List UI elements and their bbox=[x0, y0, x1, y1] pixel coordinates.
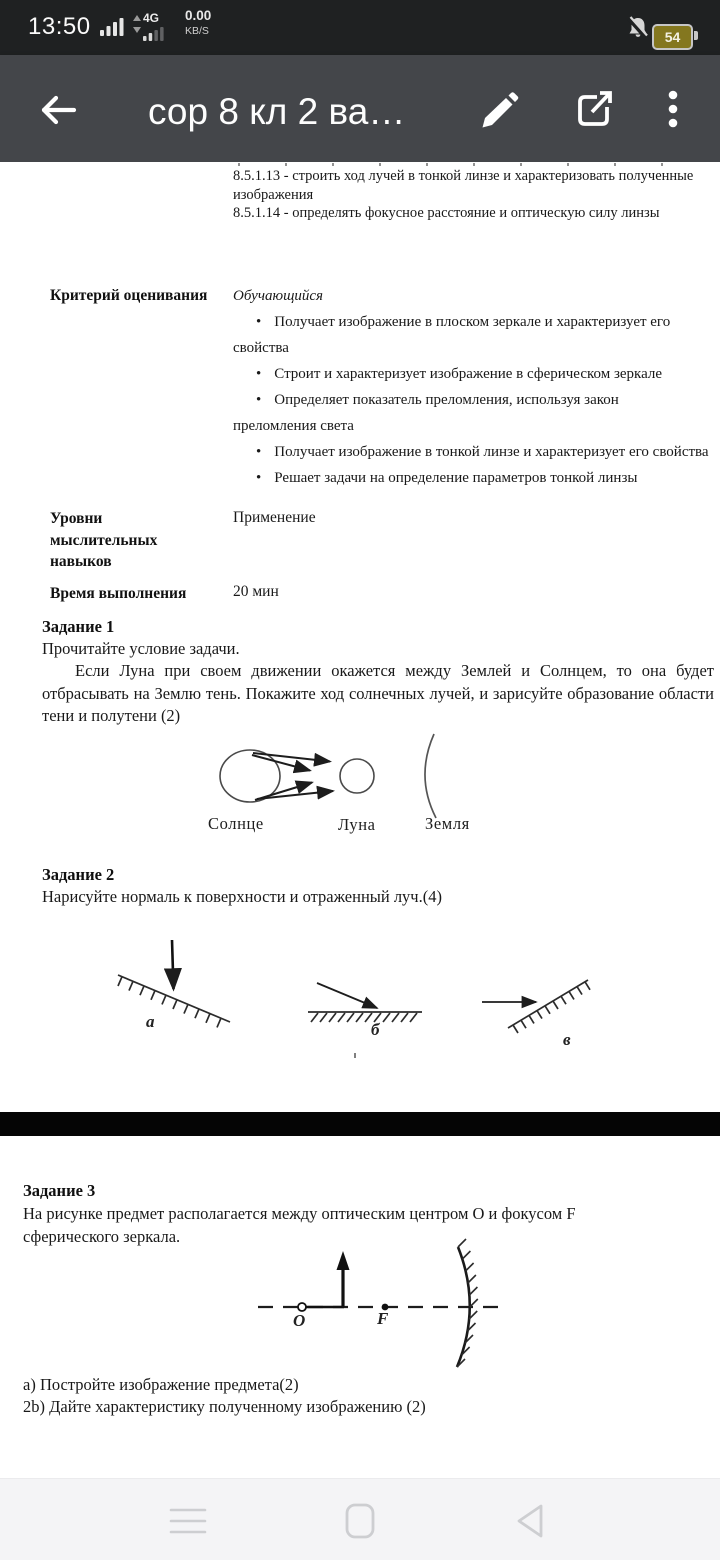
sun-label: Солнце bbox=[208, 814, 264, 833]
learning-objectives bbox=[233, 167, 713, 223]
task2-title: Задание 2 bbox=[42, 865, 115, 884]
surface-a-label: а bbox=[146, 1012, 155, 1031]
document-page[interactable] bbox=[0, 162, 720, 1478]
earth-label: Земля bbox=[425, 814, 470, 833]
task3-title: Задание 3 bbox=[23, 1181, 96, 1200]
document-title: сор 8 кл 2 ва… bbox=[148, 91, 406, 132]
criteria-line: • Получает изображение в тонкой линзе и характеризует его свойства bbox=[233, 439, 715, 465]
navigation-bar bbox=[0, 1478, 720, 1560]
data-rate-indicator bbox=[185, 9, 211, 36]
focus-label: F bbox=[377, 1309, 389, 1328]
battery-indicator bbox=[652, 24, 693, 50]
optical-center-label: О bbox=[293, 1311, 306, 1330]
criteria-line: свойства bbox=[233, 340, 289, 356]
task1-body: Если Луна при своем движении окажется между Землей и Солнцем, то она будет отбрасывать на Землю тень. Покажите ход солнечных лучей, и зарисуйте образование области тени и полутени (2) bbox=[42, 661, 714, 726]
data-rate-unit: KB/S bbox=[185, 24, 209, 37]
overflow-menu-button[interactable] bbox=[666, 89, 680, 131]
sun-moon-earth-figure bbox=[200, 725, 490, 825]
edit-pencil-button[interactable] bbox=[476, 88, 520, 132]
signal-strength-icon bbox=[100, 17, 126, 37]
home-button[interactable] bbox=[336, 1497, 384, 1545]
share-export-button[interactable] bbox=[572, 88, 618, 132]
thinking-levels-label: Уровни мыслительных навыков bbox=[50, 510, 158, 570]
criteria-line: преломления света bbox=[233, 418, 354, 434]
moon-label: Луна bbox=[338, 815, 376, 834]
reflection-surfaces-figure bbox=[100, 935, 620, 1065]
criteria-line: Обучающийся bbox=[233, 288, 324, 304]
thinking-levels-value: Применение bbox=[233, 509, 316, 526]
page-separator bbox=[0, 1112, 720, 1136]
task2-body: Нарисуйте нормаль к поверхности и отраженный луч.(4) bbox=[42, 887, 442, 906]
battery-nub bbox=[694, 31, 698, 40]
network-type-label: 4G bbox=[143, 11, 160, 25]
criteria-label: Критерий оценивания bbox=[50, 287, 208, 304]
back-nav-button[interactable] bbox=[508, 1497, 556, 1545]
notifications-muted-icon bbox=[627, 16, 649, 40]
criteria-line: • Строит и характеризует изображение в сферическом зеркале bbox=[233, 361, 715, 387]
battery-percent: 54 bbox=[664, 29, 681, 45]
duration-value: 20 мин bbox=[233, 583, 279, 600]
status-bar bbox=[0, 0, 720, 55]
task1-intro: Прочитайте условие задачи. bbox=[42, 639, 240, 658]
app-toolbar bbox=[0, 55, 720, 162]
clock: 13:50 bbox=[28, 13, 91, 40]
task1-title: Задание 1 bbox=[42, 617, 115, 636]
surface-v-label: в bbox=[563, 1030, 571, 1049]
duration-label: Время выполнения bbox=[50, 585, 187, 602]
task3-body: На рисунке предмет располагается между оптическим центром О и фокусом F сферического зеркала. bbox=[23, 1204, 576, 1246]
data-activity-icon bbox=[133, 15, 141, 33]
surface-b-label: б bbox=[371, 1020, 380, 1039]
data-rate-value: 0.00 bbox=[185, 8, 212, 23]
objective-line: изображения bbox=[233, 186, 314, 203]
back-button[interactable] bbox=[38, 92, 78, 128]
criteria-line: • Решает задачи на определение параметров тонкой линзы bbox=[233, 465, 715, 491]
recents-button[interactable] bbox=[164, 1497, 212, 1545]
clipped-text-fragments bbox=[238, 163, 700, 166]
objective-line: 8.5.1.14 - определять фокусное расстояние и оптическую силу линзы bbox=[233, 205, 660, 222]
signal-strength-2-icon bbox=[143, 26, 167, 41]
criteria-line: • Получает изображение в плоском зеркале и характеризует его bbox=[233, 309, 715, 335]
task3-item-a: а) Постройте изображение предмета(2) bbox=[23, 1375, 299, 1394]
criteria-list bbox=[233, 283, 715, 491]
criteria-line: • Определяет показатель преломления, используя закон bbox=[233, 387, 715, 413]
task3-item-b: 2b) Дайте характеристику полученному изображению (2) bbox=[23, 1397, 426, 1416]
objective-line: 8.5.1.13 - строить ход лучей в тонкой линзе и характеризовать полученные bbox=[233, 168, 694, 184]
